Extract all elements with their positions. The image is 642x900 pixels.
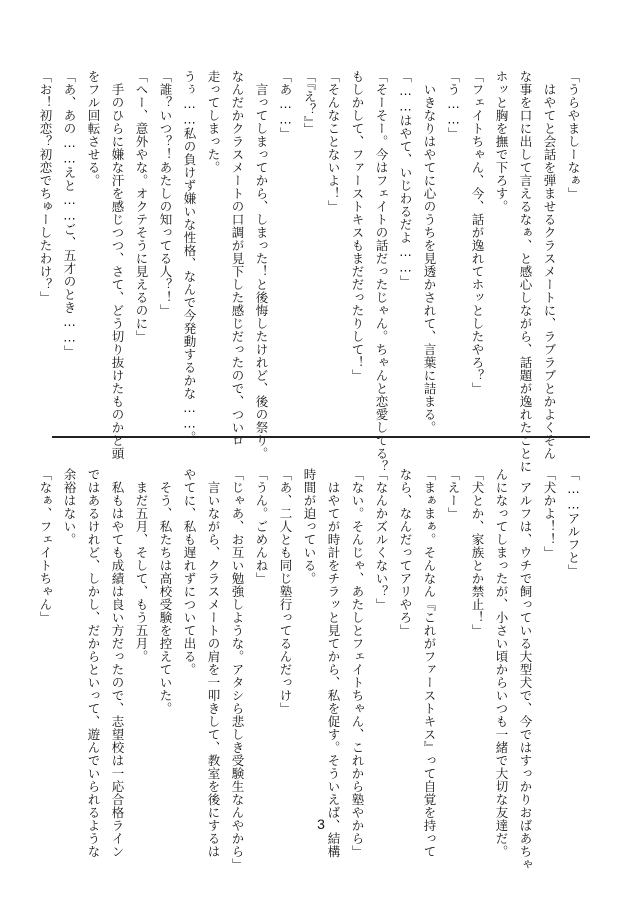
text-line: 「なんかズルくない？」 xyxy=(374,468,389,611)
text-line: まだ五月、そして、もう五月。 xyxy=(134,468,149,663)
text-line: 「あ、二人とも同じ塾行ってるんだっけ」 xyxy=(278,468,293,715)
text-line: 「『え？』」 xyxy=(302,70,317,136)
text-line: なんだかクラスメートの口調が見下した感じだったので、ついロ xyxy=(230,70,245,447)
text-line: 「犬とか、家族とか禁止！」 xyxy=(470,468,485,637)
text-line: 「誰？いつ？！あたしの知ってる人？！」 xyxy=(158,70,173,317)
text-line: 「……はやて、いじわるだよ……」 xyxy=(398,70,413,288)
page-number: 3 xyxy=(317,816,325,832)
section-divider xyxy=(52,436,590,438)
text-line: 走ってしまった。 xyxy=(206,70,221,174)
text-line: 「ない。そんじゃ、あたしとフェイトちゃん、これから塾やから」 xyxy=(350,468,365,858)
text-line: 「あ、あの……えと……ご、五才のとき……」 xyxy=(62,70,77,358)
text-line: 「お！初恋？初恋でちゅーしたわけ？」 xyxy=(38,70,53,304)
text-line: アルフは、ウチで飼っている大型犬で、今ではすっかりおばあちゃ xyxy=(518,468,533,871)
text-block-upper xyxy=(38,70,585,473)
text-line: はやてと会話を弾ませるクラスメートに、ラブラブとかよくそん xyxy=(542,70,557,460)
text-line: 私もはやても成績は良い方だったので、志望校は一応合格ライン xyxy=(110,468,125,858)
text-line: んになってしまったが、小さい頃からいつも一緒で大切な友達だ。 xyxy=(494,468,509,858)
text-line: はやてが時計をチラッと見てから、私を促す。そういえば、結構 xyxy=(326,468,341,858)
text-line: をフル回転させる。 xyxy=(86,70,101,187)
text-line: 「犬かよ！！」 xyxy=(542,468,557,559)
text-line: 「そーそー。今はフェイトの話だったじゃん。ちゃんと恋愛してる？ xyxy=(374,70,389,473)
text-line: 「……アルフと」 xyxy=(566,468,581,577)
text-line: 「じゃあ、お互い勉強しような。アタシら悲しき受験生なんやから」 xyxy=(230,468,245,871)
text-line: いきなりはやてに心のうちを見透かされて、言葉に詰まる。 xyxy=(422,70,437,434)
text-line: ホッと胸を撫で下ろす。 xyxy=(494,70,509,213)
text-line: 「うん。ごめんね」 xyxy=(254,468,269,585)
text-line: 「フェイトちゃん、今、話が逸れてホッとしたやろ？」 xyxy=(470,70,485,395)
text-line: そう、私たちは高校受験を控えていた。 xyxy=(158,468,173,715)
text-line: 余裕はない。 xyxy=(62,468,77,546)
text-line: やてに、私も遅れずについて出る。 xyxy=(182,468,197,676)
text-line: 「えー」 xyxy=(446,468,461,520)
text-line: 時間が迫っている。 xyxy=(302,468,317,585)
text-line: もしかして、ファーストキスもまだだったりして！」 xyxy=(350,70,365,382)
text-line: 手のひらに嫌な汗を感じつつ、さて、どう切り抜けたものかと頭 xyxy=(110,70,125,460)
text-line: 「へー、意外やな。オクテそうに見えるのに」 xyxy=(134,70,149,343)
text-line: 言ってしまってから、しまった！と後悔したけれど、後の祭り。 xyxy=(254,70,269,460)
text-line: 言いながら、クラスメートの肩を一叩きして、教室を後にするは xyxy=(206,468,221,858)
text-line: 「まぁまぁ。そんなん『これがファーストキス』って自覚を持って xyxy=(422,468,437,858)
text-line: 「うらやましーなぁ」 xyxy=(566,70,581,200)
text-line: 「あ……」 xyxy=(278,70,293,140)
text-line: 「そんなことないよ！」 xyxy=(326,70,341,213)
text-block-lower xyxy=(38,468,585,871)
text-line: な事を口に出して言えるなぁ、と感心しながら、話題が逸れたことに xyxy=(518,70,533,473)
text-line: ではあるけれど、しかし、だからといって、遊んでいられるような xyxy=(86,468,101,858)
text-line: うぅ……私の負けず嫌いな性格、なんで今発動するかな……。 xyxy=(182,70,197,444)
text-line: なら、なんだってアリやろ」 xyxy=(398,468,413,637)
text-line: 「なぁ、フェイトちゃん」 xyxy=(38,468,53,624)
text-line: 「う……」 xyxy=(446,70,461,140)
